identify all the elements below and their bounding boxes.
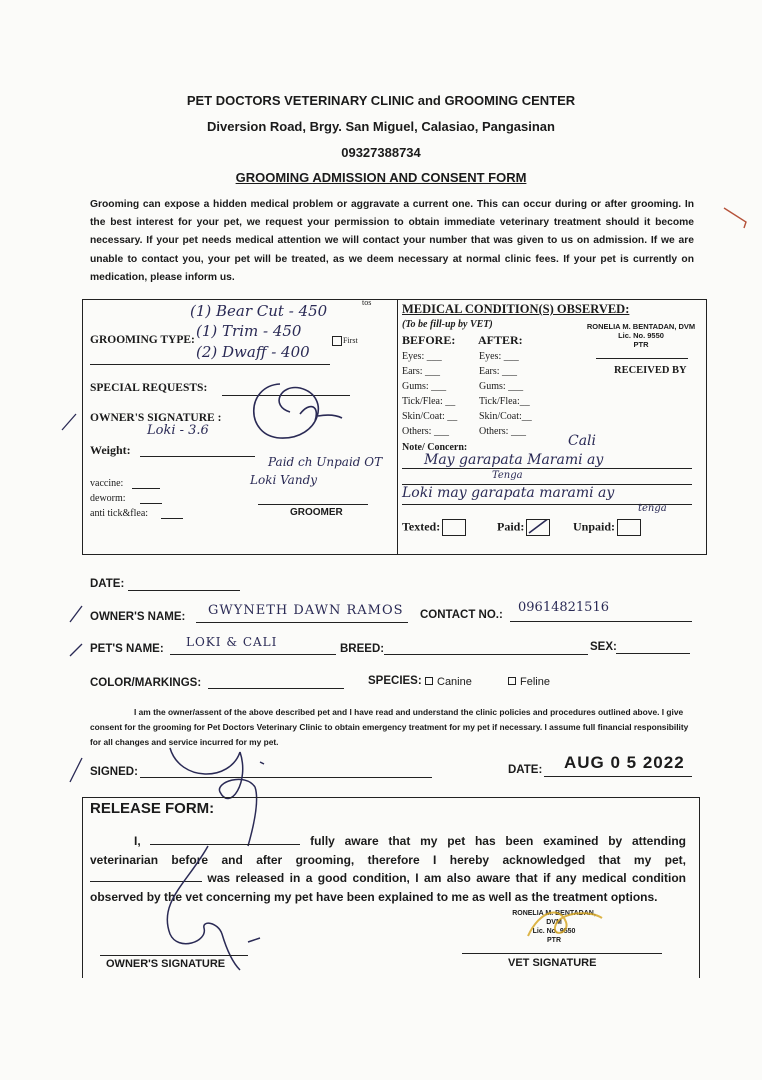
release-title: RELEASE FORM:	[90, 800, 215, 817]
medical-title: MEDICAL CONDITION(S) OBSERVED:	[402, 302, 630, 316]
vet-signature-scribble	[520, 900, 610, 944]
vet-stamp-name: RONELIA M. BENTADAN, DVM	[586, 322, 696, 331]
anti-tick-label: anti tick&flea:	[90, 508, 149, 519]
owner-name-line	[196, 622, 408, 623]
pet-name-label: PET'S NAME:	[90, 643, 164, 655]
signed-label: SIGNED:	[90, 766, 138, 778]
before-label: BEFORE:	[402, 333, 456, 347]
owner-name-label: OWNER'S NAME:	[90, 611, 186, 623]
date-label: DATE:	[90, 578, 125, 590]
groomer-label: GROOMER	[290, 507, 343, 518]
pet-name-value: LOKI & CALI	[186, 635, 278, 649]
contact-value: 09614821516	[518, 600, 609, 615]
canine-label: Canine	[437, 676, 472, 688]
weight-line	[140, 456, 255, 457]
anti-tick-line	[161, 518, 183, 519]
handwritten-note-1-sub: Tenga	[492, 470, 523, 481]
margin-tick-3	[66, 640, 86, 660]
unpaid-field: Unpaid:	[573, 519, 641, 536]
canine-option[interactable]	[425, 676, 472, 688]
paid-field: Paid:	[497, 519, 550, 536]
texted-checkbox[interactable]	[442, 519, 466, 536]
received-by-label: RECEIVED BY	[614, 365, 687, 376]
margin-tick-2	[66, 604, 86, 624]
clinic-phone: 09327388734	[341, 145, 421, 160]
release-text-1: fully aware that my pet has been examined by attending veterinarian before and after grooming, therefore I hereby acknowledged that my pet,	[90, 834, 686, 867]
after-skin-coat: Skin/Coat:__	[479, 411, 532, 422]
handwritten-weight: Loki - 3.6	[147, 423, 209, 438]
grooming-type-label: GROOMING TYPE:	[90, 334, 195, 346]
after-others: Others: ___	[479, 426, 526, 437]
after-eyes: Eyes: ___	[479, 351, 519, 362]
margin-red-mark	[722, 206, 752, 230]
sex-label: SEX:	[590, 641, 617, 653]
vet-signature-label: VET SIGNATURE	[508, 957, 597, 969]
sex-line	[616, 653, 690, 654]
after-tick-flea: Tick/Flea:__	[479, 396, 530, 407]
color-label: COLOR/MARKINGS:	[90, 677, 202, 689]
clinic-address: Diversion Road, Brgy. San Miguel, Calasiao, Pangasinan	[207, 119, 555, 134]
before-skin-coat: Skin/Coat: __	[402, 411, 458, 422]
canine-checkbox[interactable]	[425, 677, 433, 685]
vet-stamp-ptr: PTR	[633, 340, 649, 349]
note-concern-label: Note/ Concern:	[402, 442, 468, 453]
handwritten-note-2: Loki may garapata marami ay	[402, 485, 615, 501]
species-label: SPECIES:	[368, 675, 422, 687]
medical-note: (To be fill-up by VET)	[402, 319, 493, 330]
intro-paragraph: Grooming can expose a hidden medical problem or aggravate a current one. This can occur during or after grooming. In the best interest for your pet, we request your permission to obtain immediate veterinary treatment should it become necessary. If your pet needs medical attention we will contact your number that was given to us on admission. If we are unable to contact you, your pet will be treated, as we deem necessary at normal clinic fees. If your pet is currently on medication, please inform us.	[90, 199, 694, 283]
release-text-2: was released in a good condition, I am also aware that if any medical condition observed by the vet concerning my pet have been explained to me as well as the treatment options.	[90, 871, 686, 904]
contact-line	[510, 621, 692, 622]
consent-paragraph: I am the owner/assent of the above described pet and I have read and understand the clinic policies and procedures outlined above. I give consent for the grooming for Pet Doctors Veterinary Clinic to obtain emergency treatment for my pet if necessary. I assume full financial responsibility for all changes and service incurred for my pet.	[90, 707, 689, 747]
date-stamp: AUG 0 5 2022	[564, 753, 685, 772]
after-label: AFTER:	[478, 333, 523, 347]
note-line-1	[402, 468, 692, 469]
after-gums: Gums: ___	[479, 381, 524, 392]
owner-name-value: GWYNETH DAWN RAMOS	[208, 603, 404, 618]
special-requests-label: SPECIAL REQUESTS:	[90, 382, 208, 394]
deworm-label: deworm:	[90, 493, 126, 504]
clinic-name: PET DOCTORS VETERINARY CLINIC and GROOMING CENTER	[186, 93, 576, 108]
unpaid-checkbox[interactable]	[617, 519, 641, 536]
texted-field: Texted:	[402, 519, 466, 536]
vet-stamp-top	[586, 322, 696, 349]
handwritten-cali: Cali	[568, 433, 597, 449]
breed-line	[384, 654, 588, 655]
handwritten-groom-1: (1) Bear Cut - 450	[190, 302, 328, 320]
feline-label: Feline	[520, 676, 550, 688]
release-stamp-lic: Lic. No. 9550	[532, 928, 576, 935]
vaccine-label: vaccine:	[90, 478, 124, 489]
handwritten-paid-note-2: Loki Vandy	[250, 473, 318, 487]
before-gums: Gums: ___	[402, 381, 447, 392]
grooming-type-line	[90, 364, 330, 365]
vet-signature-line	[462, 953, 662, 954]
before-others: Others: ___	[402, 426, 449, 437]
before-tick-flea: Tick/Flea: __	[402, 396, 456, 407]
vet-stamp-lic: Lic. No. 9550	[618, 331, 664, 340]
owner-signature-scribble	[240, 376, 360, 466]
handwritten-paid-note-1: Paid ch Unpaid OT	[268, 455, 383, 469]
first-label: First	[343, 336, 358, 345]
vaccine-line	[132, 488, 160, 489]
release-owner-scribble	[148, 842, 278, 972]
tos-label: tos	[362, 298, 372, 307]
deworm-line	[140, 503, 162, 504]
handwritten-groom-3: (2) Dwaff - 400	[196, 343, 310, 361]
margin-tick-1	[60, 412, 80, 432]
handwritten-note-2-sub: tenga	[638, 503, 667, 514]
handwritten-groom-2: (1) Trim - 450	[196, 322, 302, 340]
release-stamp-ptr: PTR	[547, 937, 561, 944]
signature-date-line	[544, 776, 692, 777]
feline-option[interactable]	[508, 676, 550, 688]
paid-checkbox[interactable]	[526, 519, 550, 536]
first-checkbox[interactable]	[332, 336, 342, 346]
owner-signature-label: OWNER'S SIGNATURE :	[90, 412, 222, 424]
before-ears: Ears: ___	[402, 366, 441, 377]
pet-name-line	[170, 654, 336, 655]
color-line	[208, 688, 344, 689]
contact-label: CONTACT NO.:	[420, 609, 503, 621]
breed-label: BREED:	[340, 643, 385, 655]
release-owner-signature-label: OWNER'S SIGNATURE	[106, 958, 226, 970]
signature-date-label: DATE:	[508, 764, 543, 776]
release-i: I,	[134, 834, 141, 848]
groomer-line	[258, 504, 368, 505]
received-by-line	[596, 358, 688, 359]
handwritten-note-1: May garapata Marami ay	[424, 452, 604, 468]
after-ears: Ears: ___	[479, 366, 518, 377]
before-eyes: Eyes: ___	[402, 351, 442, 362]
release-stamp-name: RONELIA M. BENTADAN, DVM	[512, 910, 596, 926]
owner-signature-line	[100, 955, 248, 956]
feline-checkbox[interactable]	[508, 677, 516, 685]
form-title: GROOMING ADMISSION AND CONSENT FORM	[235, 170, 527, 185]
paid-check-mark	[527, 520, 549, 535]
margin-tick-4	[66, 756, 86, 784]
weight-label: Weight:	[90, 443, 131, 457]
date-line	[128, 590, 240, 591]
